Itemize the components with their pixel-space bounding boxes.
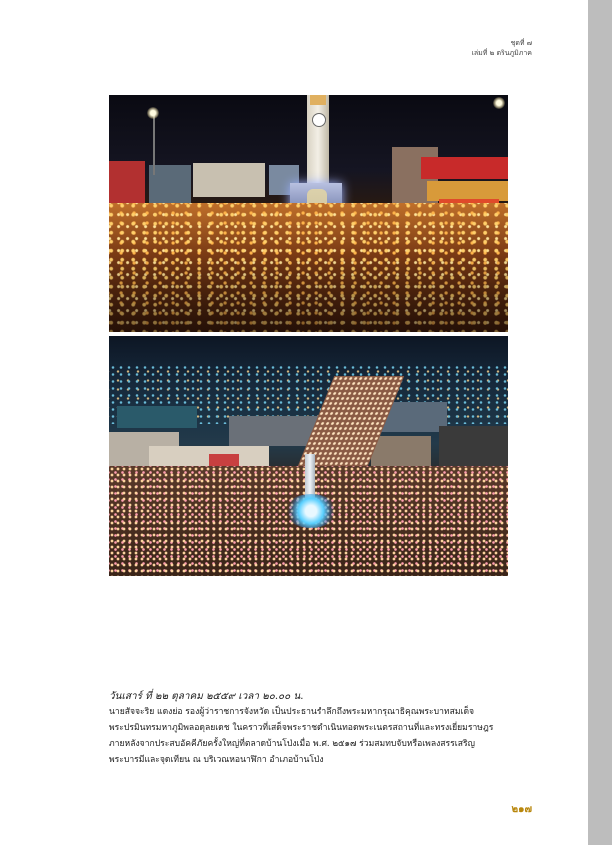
lamp-light bbox=[147, 107, 159, 119]
billboard bbox=[109, 161, 145, 205]
billboard bbox=[193, 163, 265, 197]
running-header bbox=[471, 38, 532, 58]
caption-title: วันเสาร์ ที่ ๒๒ ตุลาคม ๒๕๕๙ เวลา ๒๐.๐๐ น. bbox=[109, 691, 304, 702]
caption-body bbox=[109, 704, 509, 768]
photo-aerial-crowd bbox=[109, 336, 508, 576]
billboard bbox=[421, 157, 508, 179]
caption-line: ภายหลังจากประสบอัคคีภัยครั้งใหญ่ที่ตลาดบ้านโป่งเมื่อ พ.ศ. ๒๕๑๗ ร่วมสมทบจับหรือเพลงสรรเสริญ bbox=[109, 739, 475, 749]
caption-line: นายสัจจะริย แดงย่อ รองผู้ว่าราชการจังหวัด เป็นประธานรำลึกถึงพระมหากรุณาธิคุณพระบาทสมเด็จ bbox=[109, 707, 475, 717]
street-lamp bbox=[153, 115, 155, 175]
building bbox=[117, 406, 197, 428]
crowd-shadow bbox=[109, 255, 508, 332]
clock-tower bbox=[305, 454, 315, 499]
building bbox=[229, 416, 319, 446]
tower-top bbox=[310, 95, 326, 105]
caption-line: พระบารมีและจุดเทียน ณ บริเวณหอนาฬิกา อำเภอบ้านโป่ง bbox=[109, 755, 324, 765]
page-number: ๒๑๗ bbox=[511, 804, 532, 815]
stage-glow bbox=[285, 494, 337, 528]
side-margin-strip bbox=[588, 0, 612, 845]
lamp-light bbox=[493, 97, 505, 109]
photo-candlelight-square bbox=[109, 95, 508, 332]
shop-sign bbox=[209, 454, 239, 466]
clock-tower bbox=[307, 95, 329, 187]
building bbox=[149, 165, 191, 203]
header-series: ชุดที่ ๗ bbox=[510, 39, 532, 47]
header-volume: เล่มที่ ๒ ตรินภูมิภาค bbox=[471, 49, 532, 57]
shop-sign bbox=[427, 181, 508, 201]
caption-line: พระปรมินทรมหาภูมิพลอดุลยเดช ในคราวที่เสด็จพระราชดำเนินทอดพระเนตรสถานที่และทรงเยี่ยมราษฎร bbox=[109, 723, 494, 733]
photo-caption bbox=[109, 690, 509, 768]
clock-face bbox=[312, 113, 326, 127]
